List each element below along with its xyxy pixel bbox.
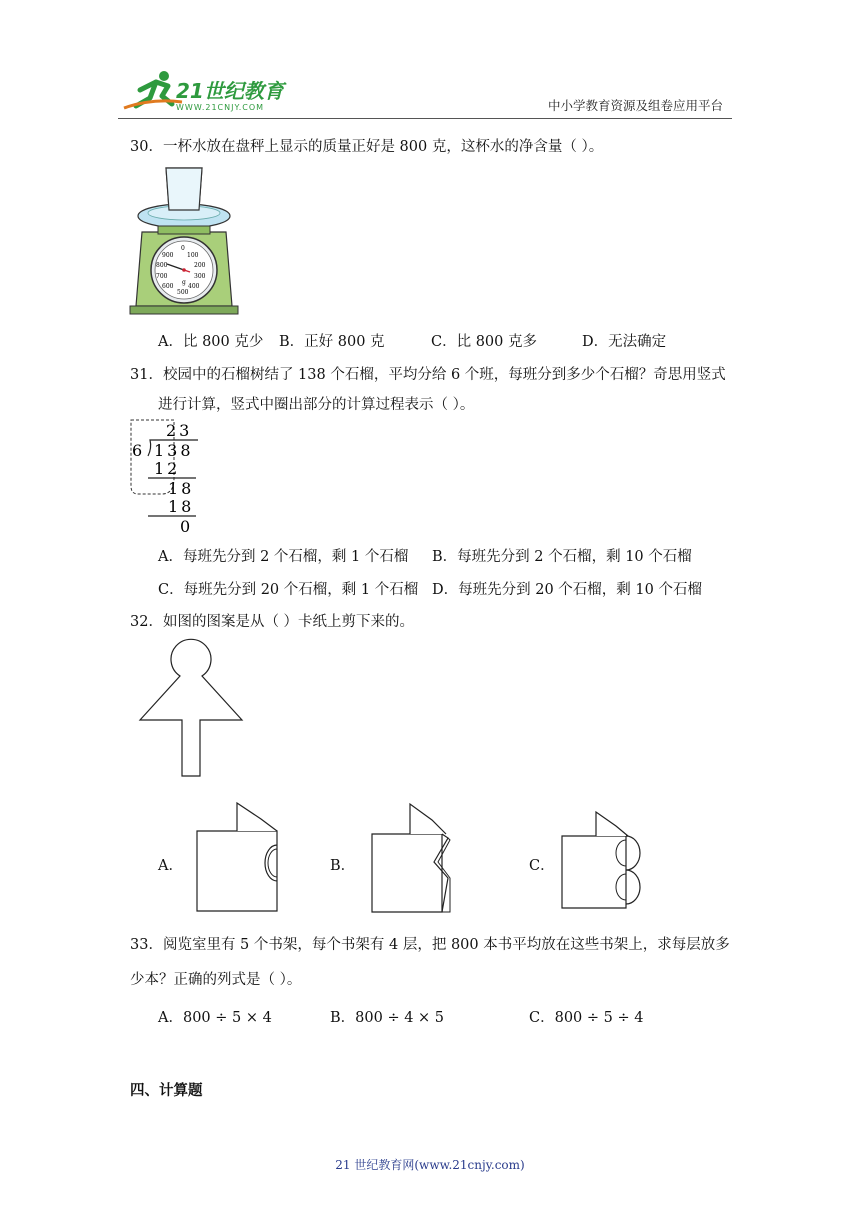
logo-url: WWW.21CNJY.COM [176, 103, 265, 112]
footer-text[interactable]: 21 世纪教育网(www.21cnjy.com) [335, 1158, 525, 1172]
dial-label-0: 0 [181, 245, 185, 252]
long-division-figure [126, 418, 206, 536]
q33-option-a[interactable]: A．800 ÷ 5 × 4 [158, 1010, 272, 1026]
dial-label-300: 300 [194, 273, 206, 280]
q30-option-a[interactable]: A．比 800 克少 [158, 334, 264, 350]
q33-option-c[interactable]: C．800 ÷ 5 ÷ 4 [529, 1010, 644, 1026]
q32-option-c[interactable]: C． [529, 858, 555, 874]
header [0, 0, 860, 120]
logo-icon [122, 68, 292, 114]
q31-option-b[interactable]: B．每班先分到 2 个石榴，剩 10 个石榴 [432, 549, 692, 565]
scale-figure [128, 166, 248, 316]
divisor: 6 [132, 441, 143, 460]
cutout-figure [138, 636, 244, 780]
header-rule [118, 118, 732, 119]
dial-label-500: 500 [177, 289, 189, 296]
dial-label-600: 600 [162, 283, 174, 290]
dial-label-400: 400 [188, 283, 200, 290]
q30-option-c[interactable]: C．比 800 克多 [431, 334, 537, 350]
q30-option-d[interactable]: D．无法确定 [582, 334, 667, 350]
dial-label-100: 100 [187, 252, 199, 259]
q32-option-b[interactable]: B． [330, 858, 356, 874]
q32-option-a[interactable]: A． [158, 858, 183, 874]
q31-stem-line1: 31．校园中的石榴树结了 138 个石榴，平均分给 6 个班，每班分到多少个石榴？奇思用竖式 [130, 367, 726, 383]
q31-option-a[interactable]: A．每班先分到 2 个石榴，剩 1 个石榴 [158, 549, 409, 565]
folded-card-a[interactable] [195, 801, 281, 915]
q32-stem: 32．如图的图案是从（ ）卡纸上剪下来的。 [130, 614, 415, 630]
step2-product: 18 [168, 497, 195, 516]
dial-label-800: 800 [156, 262, 168, 269]
folded-card-c[interactable] [560, 810, 646, 914]
dial-label-700: 700 [156, 273, 168, 280]
q31-stem-line2: 进行计算，竖式中圈出部分的计算过程表示（ ）。 [158, 397, 475, 413]
step1-product: 12 [154, 459, 181, 478]
remainder2: 0 [180, 517, 191, 536]
q31-option-d[interactable]: D．每班先分到 20 个石榴，剩 10 个石榴 [432, 582, 702, 598]
logo-text: 21世纪教育 [176, 79, 284, 103]
dial-unit: g [182, 279, 186, 286]
section-title: 四、计算题 [130, 1083, 203, 1099]
folded-card-b[interactable] [370, 802, 456, 916]
q33-stem-line1: 33．阅览室里有 5 个书架，每个书架有 4 层，把 800 本书平均放在这些书架上，求每层放多 [130, 937, 730, 953]
q33-stem-line2: 少本？正确的列式是（ ）。 [130, 972, 302, 988]
dial-label-200: 200 [194, 262, 206, 269]
dial-label-900: 900 [162, 252, 174, 259]
q33-option-b[interactable]: B．800 ÷ 4 × 5 [330, 1010, 445, 1026]
dividend: 138 [154, 441, 194, 460]
q30-stem: 30．一杯水放在盘秤上显示的质量正好是 800 克，这杯水的净含量（ ）。 [130, 139, 604, 155]
quotient: 23 [166, 421, 193, 440]
remainder1: 18 [168, 479, 195, 498]
site-text: 中小学教育资源及组卷应用平台 [548, 98, 724, 113]
q30-option-b[interactable]: B．正好 800 克 [279, 334, 385, 350]
q31-option-c[interactable]: C．每班先分到 20 个石榴，剩 1 个石榴 [158, 582, 419, 598]
